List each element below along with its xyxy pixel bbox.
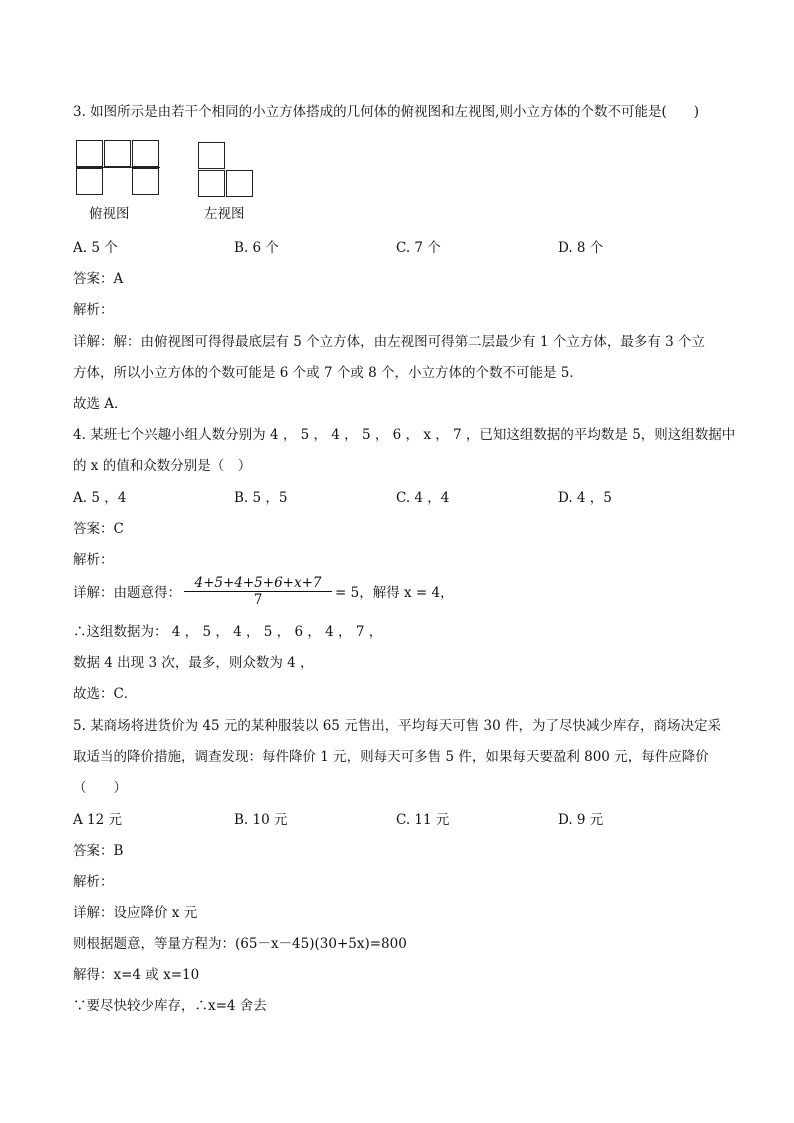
mean-fraction [184, 575, 332, 608]
q5-option-d: D. 9 元 [558, 812, 604, 828]
top-view-cell [76, 168, 103, 195]
top-view-cell [104, 140, 131, 167]
top-view-caption: 俯视图 [89, 206, 130, 222]
q5-analysis-label: 解析： [73, 874, 114, 890]
q3-conclusion: 故选 A． [73, 396, 128, 412]
q4-stem-line-1: 4. 某班七个兴趣小组人数分别为 4 ， 5 ， 4 ， 5 ， 6 ， x ， 7 ，已知这组数据的平均数是 5，则这组数据中 [73, 427, 736, 443]
q5-option-a: A 12 元 [73, 812, 123, 828]
q4-option-d: D. 4 ，5 [558, 490, 612, 506]
q4-detail-prefix: 详解：由题意得： [73, 585, 181, 601]
q3-option-c: C. 7 个 [396, 240, 441, 256]
q4-stem-line-2: 的 x 的值和众数分别是（ ） [73, 458, 252, 474]
q5-detail-line-4: ∵要尽快较少库存，∴x=4 舍去 [73, 998, 267, 1014]
fraction-numerator: 4+5+4+5+6+x+7 [194, 575, 322, 591]
q4-option-c: C. 4 ，4 [396, 490, 450, 506]
q5-answer: 答案：B [73, 843, 124, 859]
left-view-cell [198, 142, 225, 169]
left-view-caption: 左视图 [204, 206, 245, 222]
q5-option-c: C. 11 元 [396, 812, 450, 828]
q5-detail-line-2: 则根据题意，等量方程为：(65－x－45)(30+5x)=800 [73, 936, 407, 952]
top-view-cell [132, 140, 159, 167]
q4-answer: 答案：C [73, 521, 124, 537]
q5-detail-line-1: 详解：设应降价 x 元 [73, 905, 198, 921]
q4-analysis-label: 解析： [73, 552, 114, 568]
q3-detail-line-1: 详解：解：由俯视图可得得最底层有 5 个立方体，由左视图可得第二层最少有 1 个立方体，最多有 3 个立 [73, 334, 706, 350]
q4-detail-suffix: = 5，解得 x = 4， [335, 585, 454, 601]
q5-option-b: B. 10 元 [234, 812, 288, 828]
q3-stem: 3. 如图所示是由若干个相同的小立方体搭成的几何体的俯视图和左视图,则小立方体的个数不可能是( ) [73, 104, 699, 120]
q3-analysis-label: 解析： [73, 302, 114, 318]
fraction-denominator: 7 [253, 592, 263, 608]
q4-data-line: ∴这组数据为： 4 ， 5 ， 4 ， 5 ， 6 ， 4 ， 7 ， [73, 624, 383, 640]
top-view-cell [132, 168, 159, 195]
q5-detail-line-3: 解得：x=4 或 x=10 [73, 967, 200, 983]
q4-mode-line: 数据 4 出现 3 次，最多，则众数为 4 ， [73, 655, 314, 671]
left-view-cell [226, 170, 253, 197]
left-view-cell [198, 170, 225, 197]
left-view-figure [198, 142, 254, 198]
q5-stem-line-1: 5. 某商场将进货价为 45 元的某种服装以 65 元售出，平均每天可售 30 件，为了尽快减少库存，商场决定采 [73, 718, 721, 734]
q5-stem-line-3: （ ） [73, 780, 127, 796]
q5-stem-line-2: 取适当的降价措施，调查发现：每件降价 1 元，则每天可多售 5 件，如果每天要盈利 800 元，每件应降价 [73, 749, 709, 765]
q3-detail-line-2: 方体，所以小立方体的个数可能是 6 个或 7 个或 8 个，小立方体的个数不可能是 5． [73, 365, 583, 381]
q3-option-a: A. 5 个 [73, 240, 118, 256]
top-view-cell [76, 140, 103, 167]
q3-option-b: B. 6 个 [234, 240, 279, 256]
q3-answer: 答案：A [73, 271, 124, 287]
q4-option-a: A. 5 ，4 [73, 490, 127, 506]
top-view-figure [76, 140, 160, 200]
q3-option-d: D. 8 个 [558, 240, 604, 256]
q4-conclusion: 故选：C． [73, 686, 138, 702]
q4-option-b: B. 5 ，5 [234, 490, 288, 506]
top-view-inner-line [76, 167, 160, 168]
